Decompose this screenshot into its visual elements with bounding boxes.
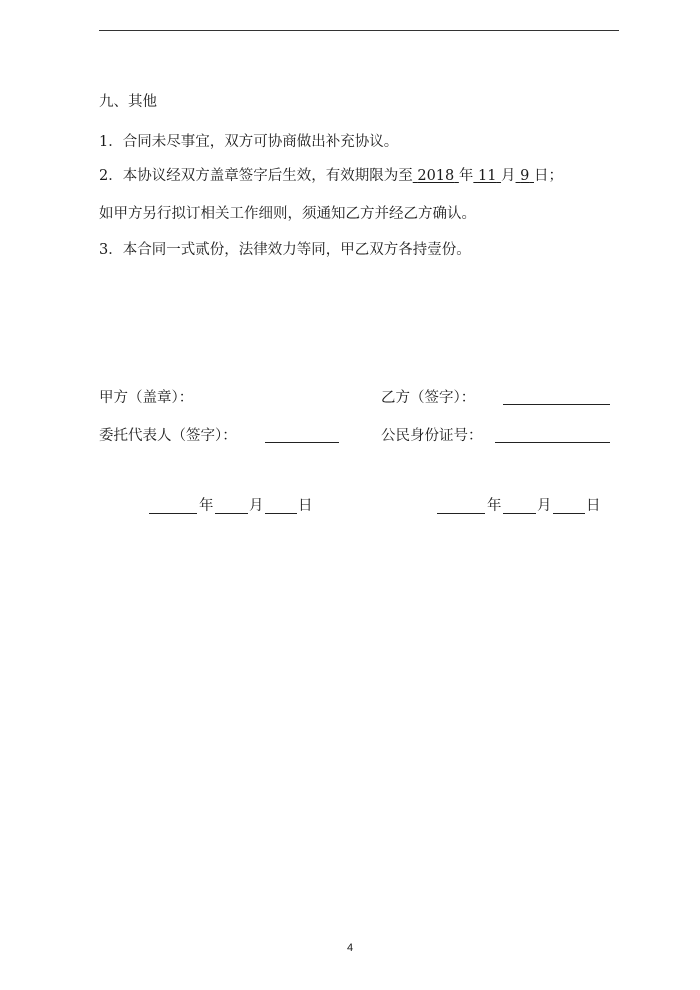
party-b-year-unit: 年	[487, 498, 502, 514]
validity-month: 11	[477, 168, 497, 184]
clause-2-line-2: 如甲方另行拟订相关工作细则，须通知乙方并经乙方确认。	[99, 206, 476, 222]
validity-year-unit: 年	[458, 168, 474, 184]
party-a-year-unit: 年	[199, 498, 214, 514]
validity-day-unit: 日；	[533, 168, 563, 184]
party-a-label: 甲方（盖章）：	[99, 390, 194, 406]
party-b-month-unit: 月	[537, 498, 552, 514]
party-a-date-day-line[interactable]	[265, 499, 297, 514]
party-a-month-unit: 月	[249, 498, 264, 514]
clause-2-line-1	[99, 166, 563, 186]
clause-1: 1．合同未尽事宜，双方可协商做出补充协议。	[99, 134, 399, 150]
party-a-date-month-line[interactable]	[215, 499, 248, 514]
validity-month-unit: 月	[501, 168, 516, 184]
party-b-date-month-line[interactable]	[503, 499, 536, 514]
representative-signature-line[interactable]	[265, 428, 339, 443]
header-rule	[99, 30, 619, 31]
party-b-date-day-line[interactable]	[553, 499, 585, 514]
page-number: 4	[346, 942, 354, 954]
clause-3: 3．本合同一式贰份，法律效力等同，甲乙双方各持壹份。	[99, 242, 471, 258]
id-number-line[interactable]	[495, 428, 610, 443]
party-b-date-year-line[interactable]	[437, 499, 485, 514]
id-number-label: 公民身份证号：	[381, 428, 483, 444]
party-a-day-unit: 日	[298, 498, 313, 514]
party-a-date-year-line[interactable]	[149, 499, 197, 514]
validity-day: 9	[520, 168, 530, 184]
party-b-day-unit: 日	[586, 498, 601, 514]
validity-year: 2018	[417, 168, 455, 184]
clause-2-prefix: 2．本协议经双方盖章签字后生效，有效期限为至	[99, 168, 413, 184]
party-b-signature-line[interactable]	[503, 390, 610, 405]
section-title: 九、其他	[99, 94, 157, 110]
party-b-label: 乙方（签字）：	[381, 390, 476, 406]
representative-label: 委托代表人（签字）：	[99, 428, 237, 444]
